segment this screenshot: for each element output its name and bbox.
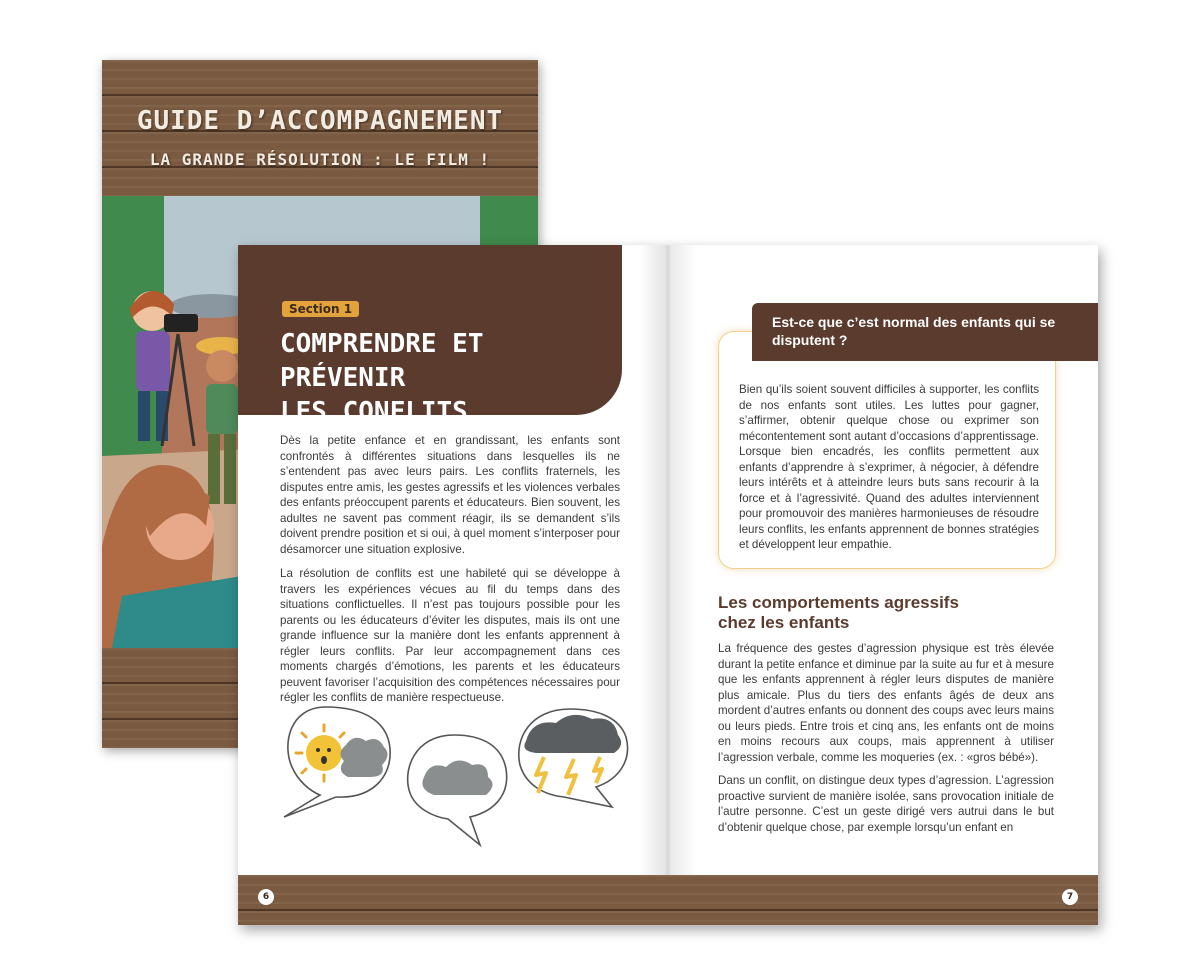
cover-title: GUIDE D’ACCOMPAGNEMENT [136, 106, 504, 136]
section-title-line-1: COMPRENDRE ET PRÉVENIR [280, 329, 484, 393]
subsection-heading-line-2: chez les enfants [718, 613, 850, 632]
wood-footer [238, 875, 1098, 925]
right-paragraph-2: Dans un conflit, on distingue deux types d’agression. L’agression proactive survient de manière isolée, sans provocation initiale de l’autre personne. C’est un geste dirigé vers autrui dans le but d’obtenir quelque chose, par exemple lorsqu’un enfant en [718, 774, 1054, 834]
section-title [280, 327, 610, 429]
cover-subtitle: LA GRANDE RÉSOLUTION : LE FILM ! [149, 150, 491, 169]
left-paragraph-1: Dès la petite enfance et en grandissant, les enfants sont confrontés à différentes situations dans lesquelles ils ne s’entendent pas avec leurs pairs. Les conflits fraternels, les disputes entre amis, les gestes agressifs et les violences verbales des enfants préoccupent parents et éducateurs. Bien souvent, les adultes ne savent pas comment réagir, ils se demandent s’ils doivent prendre position et si oui, à quel moment s’interposer pour désamorcer une situation explosive. [280, 434, 620, 556]
info-box-header [752, 303, 1098, 361]
right-page [668, 245, 1098, 875]
subsection-heading-line-1: Les comportements agressifs [718, 593, 959, 612]
section-title-line-2: LES CONFLITS [280, 397, 468, 427]
left-page [238, 245, 668, 875]
page-number-left: 6 [258, 889, 274, 905]
page-number-right: 7 [1062, 889, 1078, 905]
right-body-text [718, 641, 1054, 835]
sun-speech-bubble-icon [284, 707, 390, 817]
left-paragraph-2: La résolution de conflits est une habileté qui se développe à travers les expériences vécues au fil du temps dans des situations conflictuelles. Il n’est pas toujours possible pour les parents ou les éducateurs d’éviter les disputes, mais ils ont une grande influence sur la manière dont les enfants apprennent à régler leurs conflits. Par leur accompagnement dans ces moments chargés d’émotions, les parents et les éducateurs peuvent favoriser l’acquisition des compétences nécessaires pour régler les conflits de manière respectueuse. [280, 567, 620, 704]
cloud-speech-bubble-icon [408, 735, 507, 845]
info-box-text: Bien qu’ils soient souvent difficiles à supporter, les conflits de nos enfants sont utiles. Les luttes pour gagner, s’affirmer, obtenir quelque chose ou exprimer son mécontentement sont autant d’occasions d’apprentissage. Lorsque bien encadrés, les conflits permettent aux enfants d’apprendre à s’exprimer, à négocier, à défendre leurs intérêts et à atteindre leurs buts sans recourir à la force et à l’agressivité. Quand des adultes interviennent pour promouvoir des manières harmonieuses de résoudre leurs conflits, les enfants apprennent de bonnes stratégies et développent leur empathie. [739, 383, 1039, 551]
section-header [238, 245, 622, 427]
right-paragraph-1: La fréquence des gestes d’agression physique est très élevée durant la petite enfance et diminue par la suite au fur et à mesure que les enfants apprennent à régler leurs disputes de manière plus amicale. Plus du tiers des enfants âgés de deux ans mordent d’autres enfants ou donnent des coups avec leurs mains ou leurs pieds. Entre trois et cinq ans, les enfants ont de moins en moins recours aux coups, mais apprennent à utiliser l’agression verbale, comme les moqueries (ex. : «gros bébé»). [718, 642, 1054, 764]
cover-wood-header [102, 60, 538, 200]
info-box-title: Est-ce que c’est normal des enfants qui se disputent ? [772, 314, 1056, 348]
subsection-heading [718, 593, 1058, 633]
left-body-text [280, 433, 620, 706]
storm-speech-bubble-icon [519, 709, 628, 807]
open-booklet [238, 245, 1098, 925]
book-gutter-shadow [638, 245, 698, 875]
section-badge: Section 1 [282, 301, 359, 317]
weather-bubbles-illustration [274, 705, 634, 855]
info-box [718, 331, 1056, 569]
